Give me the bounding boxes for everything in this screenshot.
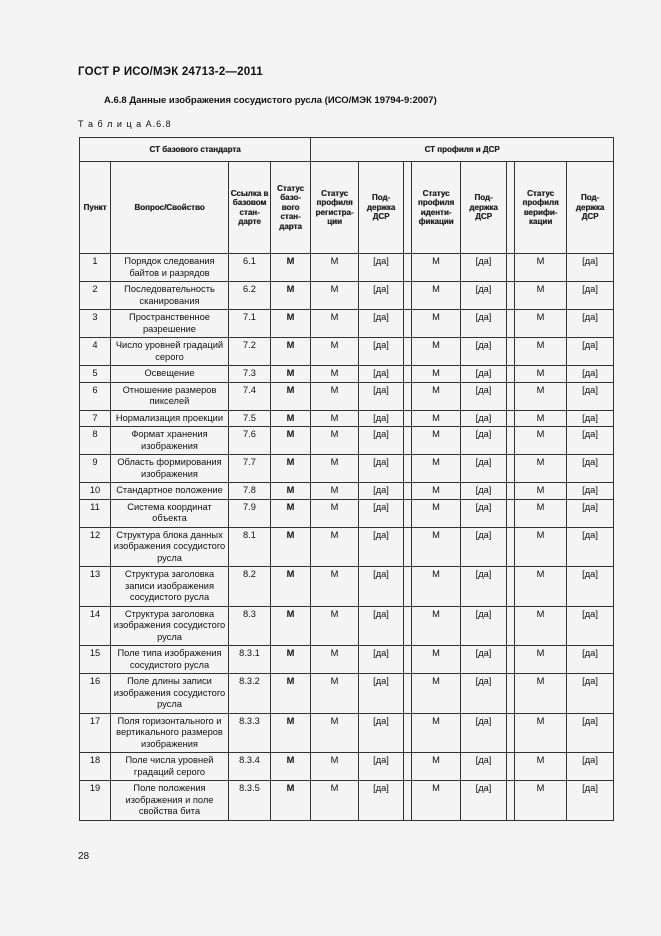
table-row <box>80 567 614 607</box>
cell-reg-status: М <box>311 483 359 500</box>
cell-base-status: М <box>271 382 311 410</box>
cell-ref: 6.1 <box>229 254 271 282</box>
table-row <box>80 455 614 483</box>
cell-verif-status: М <box>515 366 567 383</box>
cell-ident-support: [да] <box>461 646 507 674</box>
cell-ref: 8.1 <box>229 527 271 567</box>
cell-question: Отношение размеров пикселей <box>111 382 229 410</box>
cell-reg-status: М <box>311 338 359 366</box>
column-header-ident-support: Под-держка ДСР <box>461 162 507 254</box>
column-separator <box>404 567 412 607</box>
cell-base-status: М <box>271 713 311 753</box>
cell-verif-support: [да] <box>567 483 614 500</box>
cell-base-status: М <box>271 455 311 483</box>
cell-reg-status: М <box>311 366 359 383</box>
cell-base-status: М <box>271 254 311 282</box>
column-separator <box>507 254 515 282</box>
cell-reg-support: [да] <box>359 567 404 607</box>
cell-verif-status: М <box>515 527 567 567</box>
cell-question: Формат хранения изображения <box>111 427 229 455</box>
cell-item: 13 <box>80 567 111 607</box>
cell-ident-support: [да] <box>461 781 507 821</box>
column-separator <box>507 781 515 821</box>
table-row <box>80 382 614 410</box>
cell-ident-support: [да] <box>461 427 507 455</box>
cell-verif-status: М <box>515 483 567 500</box>
cell-ident-status: М <box>412 527 461 567</box>
document-title: ГОСТ Р ИСО/МЭК 24713-2—2011 <box>78 66 263 78</box>
cell-ref: 7.2 <box>229 338 271 366</box>
cell-question: Структура заголовка записи изображения сосудистого русла <box>111 567 229 607</box>
cell-ref: 7.9 <box>229 499 271 527</box>
column-header-verif-status: Статус профиля верифи-кации <box>515 162 567 254</box>
cell-verif-support: [да] <box>567 567 614 607</box>
cell-verif-support: [да] <box>567 310 614 338</box>
cell-verif-support: [да] <box>567 499 614 527</box>
cell-verif-support: [да] <box>567 282 614 310</box>
table-row <box>80 282 614 310</box>
cell-verif-status: М <box>515 310 567 338</box>
cell-reg-support: [да] <box>359 427 404 455</box>
column-separator <box>507 527 515 567</box>
cell-ident-status: М <box>412 499 461 527</box>
cell-ident-support: [да] <box>461 499 507 527</box>
cell-question: Структура блока данных изображения сосудистого русла <box>111 527 229 567</box>
cell-ident-status: М <box>412 382 461 410</box>
column-separator <box>404 282 412 310</box>
cell-reg-support: [да] <box>359 382 404 410</box>
column-separator <box>404 781 412 821</box>
column-separator <box>404 382 412 410</box>
cell-ident-status: М <box>412 254 461 282</box>
column-header-ident-status: Статус профиля иденти-фикации <box>412 162 461 254</box>
cell-ident-status: М <box>412 366 461 383</box>
cell-verif-status: М <box>515 606 567 646</box>
column-separator <box>404 455 412 483</box>
column-header-ref: Ссылка в базовом стан-дарте <box>229 162 271 254</box>
column-separator <box>507 499 515 527</box>
cell-base-status: М <box>271 338 311 366</box>
cell-reg-status: М <box>311 499 359 527</box>
cell-ident-status: М <box>412 567 461 607</box>
cell-base-status: М <box>271 310 311 338</box>
cell-ident-support: [да] <box>461 674 507 714</box>
cell-ident-support: [да] <box>461 455 507 483</box>
table-row <box>80 427 614 455</box>
cell-item: 5 <box>80 366 111 383</box>
cell-ident-status: М <box>412 606 461 646</box>
cell-ident-status: М <box>412 713 461 753</box>
cell-ident-support: [да] <box>461 254 507 282</box>
cell-ident-support: [да] <box>461 527 507 567</box>
cell-verif-support: [да] <box>567 254 614 282</box>
cell-question: Нормализация проекции <box>111 410 229 427</box>
cell-base-status: М <box>271 499 311 527</box>
column-header-verif-support: Под-держка ДСР <box>567 162 614 254</box>
column-separator <box>404 366 412 383</box>
table-row <box>80 366 614 383</box>
cell-reg-status: М <box>311 410 359 427</box>
table-row <box>80 410 614 427</box>
table-row <box>80 254 614 282</box>
column-separator <box>404 338 412 366</box>
cell-ident-status: М <box>412 282 461 310</box>
cell-verif-status: М <box>515 254 567 282</box>
cell-verif-status: М <box>515 499 567 527</box>
column-separator <box>404 646 412 674</box>
column-separator <box>404 527 412 567</box>
column-separator <box>507 567 515 607</box>
cell-item: 18 <box>80 753 111 781</box>
cell-item: 19 <box>80 781 111 821</box>
cell-item: 17 <box>80 713 111 753</box>
cell-verif-support: [да] <box>567 366 614 383</box>
cell-question: Стандартное положение <box>111 483 229 500</box>
cell-item: 9 <box>80 455 111 483</box>
cell-base-status: М <box>271 366 311 383</box>
column-separator <box>507 427 515 455</box>
column-separator <box>507 382 515 410</box>
cell-verif-support: [да] <box>567 455 614 483</box>
column-header-reg-support: Под-держка ДСР <box>359 162 404 254</box>
cell-question: Поле длины записи изображения сосудистого русла <box>111 674 229 714</box>
cell-ident-status: М <box>412 483 461 500</box>
column-separator <box>404 753 412 781</box>
cell-reg-status: М <box>311 713 359 753</box>
cell-base-status: М <box>271 483 311 500</box>
cell-ident-status: М <box>412 753 461 781</box>
cell-reg-support: [да] <box>359 410 404 427</box>
cell-ref: 7.7 <box>229 455 271 483</box>
cell-question: Порядок следования байтов и разрядов <box>111 254 229 282</box>
cell-ident-support: [да] <box>461 713 507 753</box>
cell-ident-status: М <box>412 427 461 455</box>
cell-reg-support: [да] <box>359 646 404 674</box>
cell-ref: 7.6 <box>229 427 271 455</box>
cell-ref: 6.2 <box>229 282 271 310</box>
column-separator <box>507 646 515 674</box>
cell-item: 8 <box>80 427 111 455</box>
cell-ident-support: [да] <box>461 310 507 338</box>
cell-item: 11 <box>80 499 111 527</box>
cell-verif-status: М <box>515 753 567 781</box>
cell-verif-support: [да] <box>567 674 614 714</box>
cell-reg-support: [да] <box>359 254 404 282</box>
cell-reg-support: [да] <box>359 310 404 338</box>
cell-ref: 7.8 <box>229 483 271 500</box>
cell-reg-status: М <box>311 455 359 483</box>
cell-ident-status: М <box>412 338 461 366</box>
cell-reg-support: [да] <box>359 753 404 781</box>
cell-ident-support: [да] <box>461 410 507 427</box>
column-separator <box>507 282 515 310</box>
cell-ident-status: М <box>412 781 461 821</box>
cell-ref: 7.4 <box>229 382 271 410</box>
column-separator <box>404 499 412 527</box>
cell-ident-support: [да] <box>461 483 507 500</box>
cell-ident-support: [да] <box>461 282 507 310</box>
cell-reg-status: М <box>311 567 359 607</box>
cell-reg-support: [да] <box>359 282 404 310</box>
table-row <box>80 338 614 366</box>
cell-reg-support: [да] <box>359 338 404 366</box>
cell-verif-status: М <box>515 455 567 483</box>
column-separator <box>507 366 515 383</box>
cell-base-status: М <box>271 567 311 607</box>
cell-verif-support: [да] <box>567 427 614 455</box>
cell-item: 4 <box>80 338 111 366</box>
table-row <box>80 781 614 821</box>
cell-ident-support: [да] <box>461 382 507 410</box>
cell-ident-support: [да] <box>461 366 507 383</box>
column-separator <box>404 162 412 254</box>
cell-verif-status: М <box>515 282 567 310</box>
column-separator <box>507 606 515 646</box>
cell-reg-status: М <box>311 753 359 781</box>
cell-item: 10 <box>80 483 111 500</box>
column-separator <box>404 606 412 646</box>
table-row <box>80 499 614 527</box>
conformance-table <box>79 137 614 821</box>
group-header-base-standard: СТ базового стандарта <box>80 138 311 162</box>
cell-ident-support: [да] <box>461 567 507 607</box>
cell-ref: 7.1 <box>229 310 271 338</box>
cell-item: 12 <box>80 527 111 567</box>
table-row <box>80 606 614 646</box>
cell-reg-support: [да] <box>359 455 404 483</box>
cell-verif-status: М <box>515 674 567 714</box>
cell-item: 1 <box>80 254 111 282</box>
cell-ref: 8.3.4 <box>229 753 271 781</box>
column-separator <box>507 483 515 500</box>
cell-ident-support: [да] <box>461 338 507 366</box>
cell-reg-status: М <box>311 606 359 646</box>
cell-base-status: М <box>271 410 311 427</box>
cell-verif-support: [да] <box>567 781 614 821</box>
cell-verif-status: М <box>515 427 567 455</box>
column-header-base-status: Статус базо-вого стан-дарта <box>271 162 311 254</box>
cell-item: 6 <box>80 382 111 410</box>
table-row <box>80 674 614 714</box>
cell-verif-status: М <box>515 646 567 674</box>
cell-ident-status: М <box>412 455 461 483</box>
cell-base-status: М <box>271 527 311 567</box>
cell-base-status: М <box>271 781 311 821</box>
cell-question: Поле положения изображения и поле свойства бита <box>111 781 229 821</box>
cell-item: 16 <box>80 674 111 714</box>
cell-verif-status: М <box>515 713 567 753</box>
cell-ident-support: [да] <box>461 753 507 781</box>
cell-reg-status: М <box>311 674 359 714</box>
cell-verif-support: [да] <box>567 606 614 646</box>
cell-reg-support: [да] <box>359 499 404 527</box>
cell-verif-support: [да] <box>567 410 614 427</box>
cell-question: Поле типа изображения сосудистого русла <box>111 646 229 674</box>
column-separator <box>507 455 515 483</box>
cell-ref: 8.3.5 <box>229 781 271 821</box>
cell-ref: 8.3.3 <box>229 713 271 753</box>
table-row <box>80 527 614 567</box>
column-separator <box>507 338 515 366</box>
cell-verif-status: М <box>515 338 567 366</box>
cell-item: 3 <box>80 310 111 338</box>
column-header-item: Пункт <box>80 162 111 254</box>
cell-base-status: М <box>271 753 311 781</box>
cell-reg-status: М <box>311 382 359 410</box>
section-title: А.6.8 Данные изображения сосудистого русла (ИСО/МЭК 19794-9:2007) <box>104 95 437 106</box>
cell-question: Освещение <box>111 366 229 383</box>
cell-base-status: М <box>271 606 311 646</box>
table-row <box>80 753 614 781</box>
cell-reg-support: [да] <box>359 674 404 714</box>
cell-reg-status: М <box>311 527 359 567</box>
cell-reg-status: М <box>311 781 359 821</box>
cell-reg-support: [да] <box>359 781 404 821</box>
table-row <box>80 483 614 500</box>
cell-verif-support: [да] <box>567 713 614 753</box>
cell-ref: 7.5 <box>229 410 271 427</box>
cell-reg-status: М <box>311 254 359 282</box>
cell-reg-support: [да] <box>359 606 404 646</box>
cell-ref: 7.3 <box>229 366 271 383</box>
table-body <box>80 254 614 821</box>
cell-reg-status: М <box>311 282 359 310</box>
cell-verif-support: [да] <box>567 382 614 410</box>
cell-ref: 8.3.2 <box>229 674 271 714</box>
cell-item: 2 <box>80 282 111 310</box>
cell-item: 7 <box>80 410 111 427</box>
page-number: 28 <box>78 851 90 862</box>
cell-reg-status: М <box>311 646 359 674</box>
cell-reg-support: [да] <box>359 483 404 500</box>
cell-ident-status: М <box>412 674 461 714</box>
column-separator <box>507 713 515 753</box>
column-header-question: Вопрос/Свойство <box>111 162 229 254</box>
column-separator <box>404 410 412 427</box>
column-header-reg-status: Статус профиля регистра-ции <box>311 162 359 254</box>
cell-question: Поле числа уровней градаций серого <box>111 753 229 781</box>
table-row <box>80 310 614 338</box>
cell-verif-status: М <box>515 382 567 410</box>
column-separator <box>404 713 412 753</box>
cell-item: 15 <box>80 646 111 674</box>
cell-reg-support: [да] <box>359 527 404 567</box>
cell-ident-status: М <box>412 646 461 674</box>
column-separator <box>404 427 412 455</box>
cell-verif-support: [да] <box>567 527 614 567</box>
cell-ident-support: [да] <box>461 606 507 646</box>
cell-reg-status: М <box>311 427 359 455</box>
cell-verif-status: М <box>515 781 567 821</box>
cell-question: Область формирования изображения <box>111 455 229 483</box>
table-row <box>80 646 614 674</box>
cell-verif-status: М <box>515 410 567 427</box>
table-caption: Т а б л и ц а А.6.8 <box>78 119 172 129</box>
cell-question: Система координат объекта <box>111 499 229 527</box>
cell-question: Поля горизонтального и вертикального размеров изображения <box>111 713 229 753</box>
table-row <box>80 713 614 753</box>
column-separator <box>507 162 515 254</box>
column-separator <box>404 674 412 714</box>
cell-verif-support: [да] <box>567 338 614 366</box>
cell-question: Последовательность сканирования <box>111 282 229 310</box>
cell-verif-support: [да] <box>567 753 614 781</box>
column-separator <box>507 753 515 781</box>
column-separator <box>404 254 412 282</box>
cell-question: Пространственное разрешение <box>111 310 229 338</box>
column-separator <box>507 410 515 427</box>
cell-item: 14 <box>80 606 111 646</box>
cell-reg-support: [да] <box>359 366 404 383</box>
cell-verif-support: [да] <box>567 646 614 674</box>
column-separator <box>404 483 412 500</box>
cell-base-status: М <box>271 674 311 714</box>
cell-question: Число уровней градаций серого <box>111 338 229 366</box>
column-separator <box>404 310 412 338</box>
cell-verif-status: М <box>515 567 567 607</box>
cell-ref: 8.3.1 <box>229 646 271 674</box>
column-separator <box>507 674 515 714</box>
cell-ref: 8.3 <box>229 606 271 646</box>
cell-ident-status: М <box>412 410 461 427</box>
cell-base-status: М <box>271 427 311 455</box>
cell-reg-status: М <box>311 310 359 338</box>
group-header-profile: СТ профиля и ДСР <box>311 138 614 162</box>
cell-ident-status: М <box>412 310 461 338</box>
cell-ref: 8.2 <box>229 567 271 607</box>
column-separator <box>507 310 515 338</box>
cell-reg-support: [да] <box>359 713 404 753</box>
cell-base-status: М <box>271 646 311 674</box>
cell-base-status: М <box>271 282 311 310</box>
cell-question: Структура заголовка изображения сосудистого русла <box>111 606 229 646</box>
